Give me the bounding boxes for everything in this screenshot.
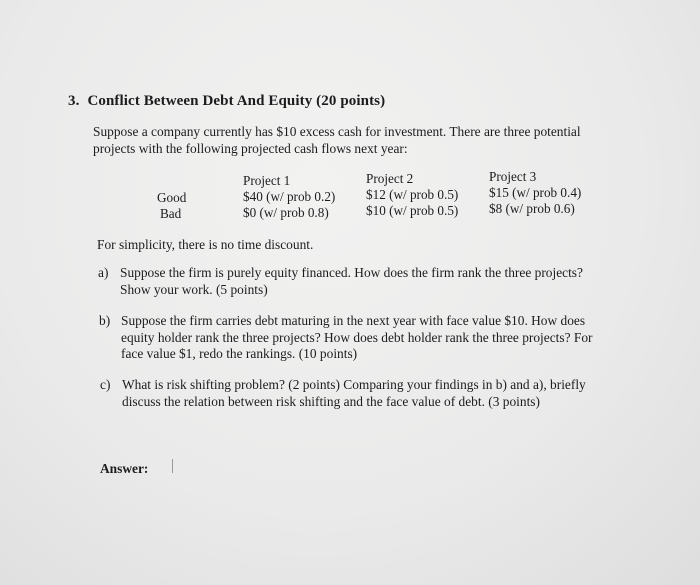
project-3-header: Project 3: [489, 169, 537, 184]
part-a-text: Suppose the firm is purely equity financed. How does the firm rank the three projects? Show your work. (5 points): [120, 265, 583, 297]
state-label-bad: Bad: [160, 206, 182, 221]
part-c-text: What is risk shifting problem? (2 points) Comparing your findings in b) and a), briefly discuss the relation between risk shifting and the face value of debt. (3 points): [122, 377, 586, 409]
part-c-label: c): [100, 377, 111, 392]
question-title-text: Conflict Between Debt And Equity (20 points): [87, 93, 386, 109]
question-number: 3.: [68, 93, 80, 109]
project-2-bad: $10 (w/ prob 0.5): [366, 203, 459, 218]
answer-label: Answer:: [100, 461, 149, 476]
simplicity-note: For simplicity, there is no time discount.: [97, 237, 314, 252]
project-1-good: $40 (w/ prob 0.2): [243, 189, 336, 204]
project-3-good: $15 (w/ prob 0.4): [489, 185, 582, 200]
state-label-good: Good: [157, 190, 187, 205]
project-2-good: $12 (w/ prob 0.5): [366, 187, 459, 202]
part-b-text: Suppose the firm carries debt maturing in the next year with face value $10. How does equity holder rank the three projects? How does debt holder rank the three projects? For face value $1, redo the rankings. (10 points): [121, 313, 593, 361]
question-intro: Suppose a company currently has $10 excess cash for investment. There are three potential projects with the following projected cash flows next year:: [93, 124, 581, 156]
project-1-bad: $0 (w/ prob 0.8): [243, 205, 329, 220]
text-cursor-mark: [172, 459, 173, 473]
project-3-bad: $8 (w/ prob 0.6): [489, 201, 575, 216]
project-2-header: Project 2: [366, 171, 414, 186]
project-1-header: Project 1: [243, 173, 291, 188]
part-b-label: b): [99, 313, 111, 328]
question-title: [68, 93, 385, 110]
part-a-label: a): [98, 265, 109, 280]
